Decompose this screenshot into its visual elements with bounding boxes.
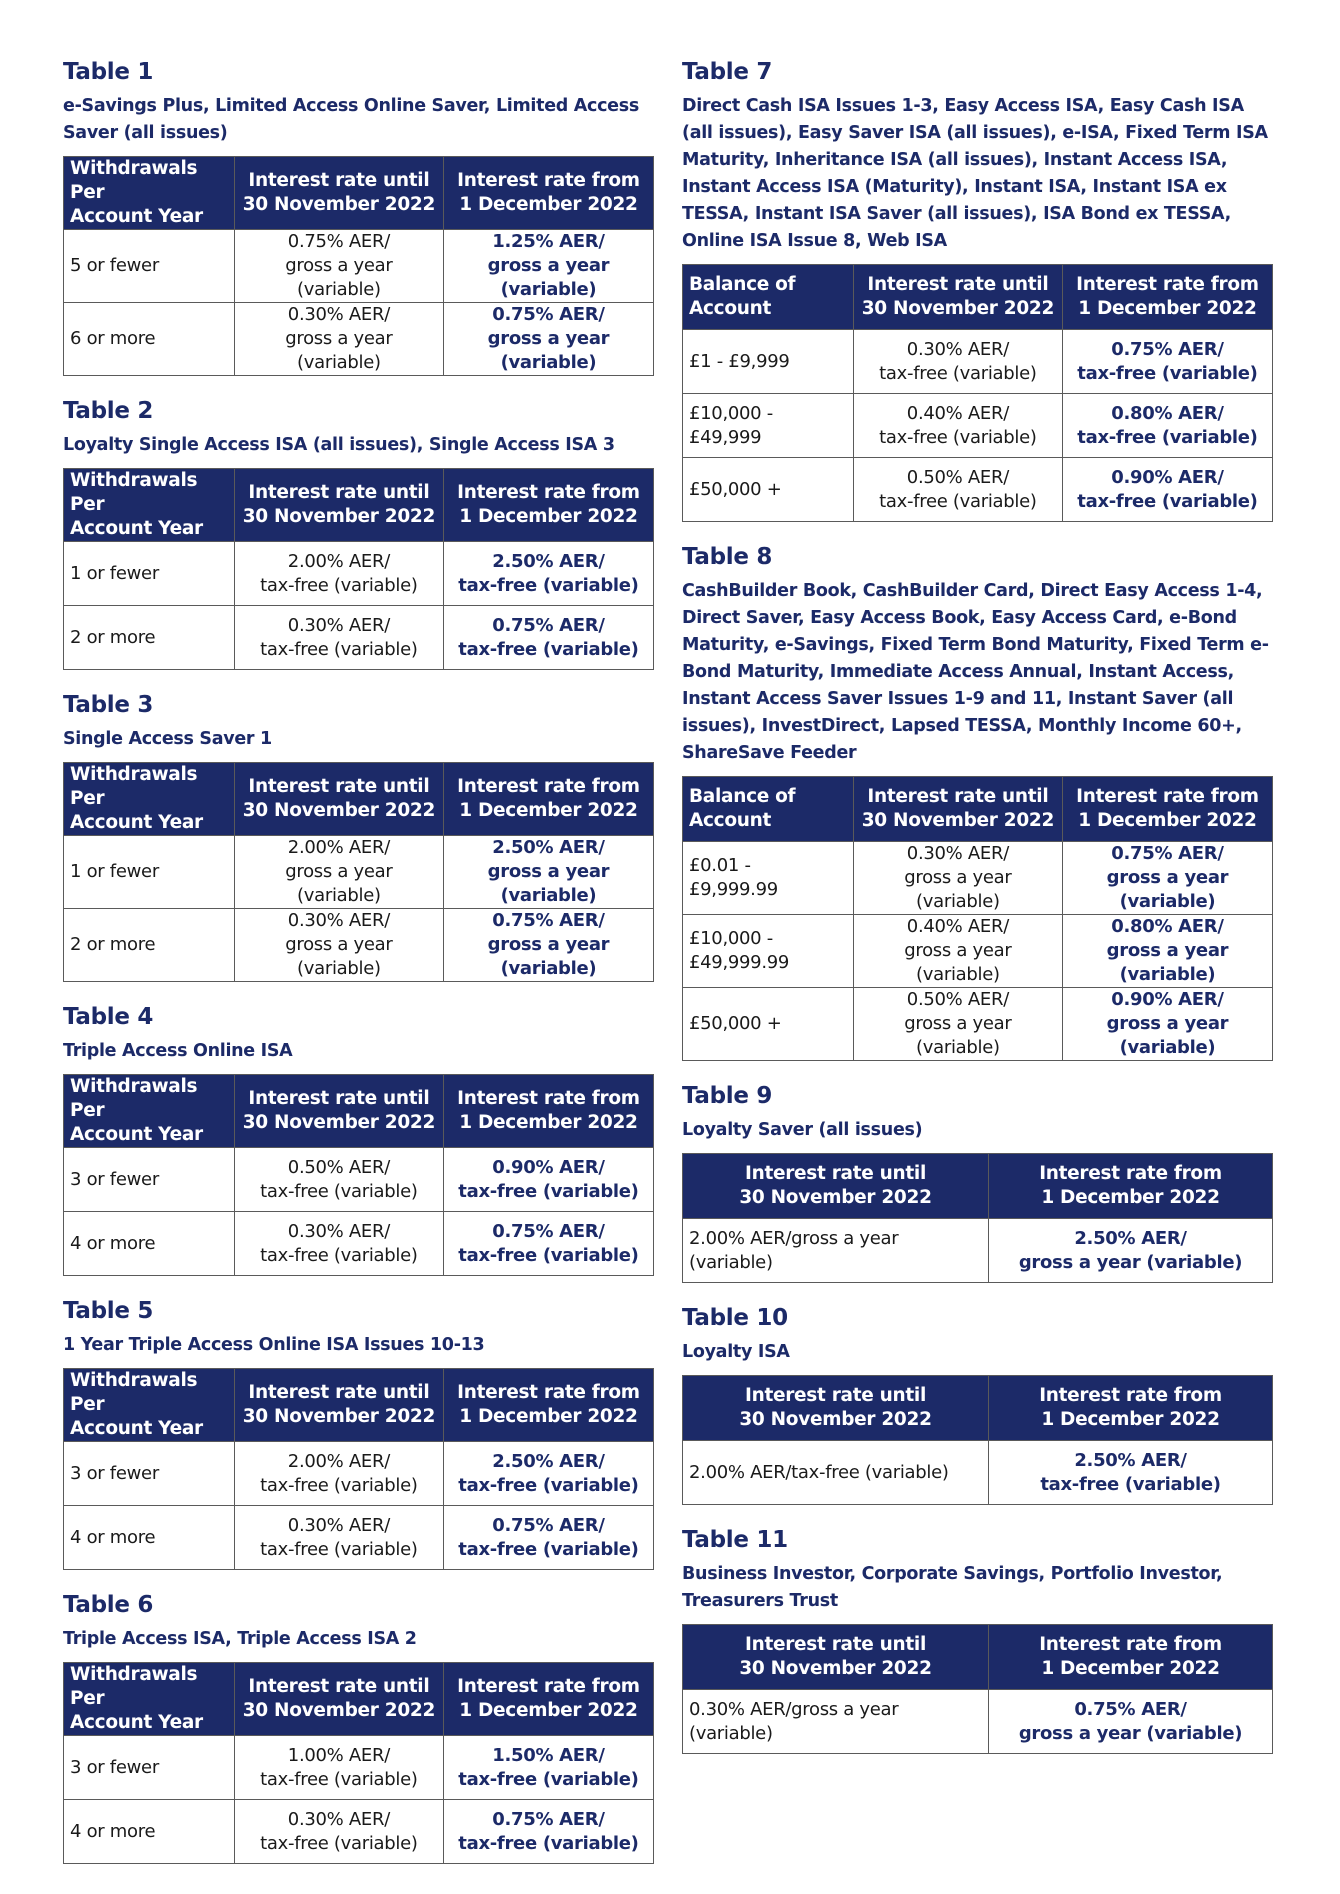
- table-row: [64, 230, 654, 303]
- table-row: [64, 1800, 654, 1864]
- row-label-cell: 6 or more: [64, 303, 235, 376]
- row-label-cell: 3 or fewer: [64, 1736, 235, 1800]
- rates-table: [682, 776, 1273, 1061]
- column-header: Balance of Account: [683, 265, 854, 330]
- column-header: Interest rate from 1 December 2022: [1062, 265, 1272, 330]
- column-header: Interest rate until 30 November 2022: [234, 1663, 443, 1736]
- column-header: Interest rate until 30 November 2022: [683, 1154, 989, 1219]
- column-header: Interest rate until 30 November 2022: [234, 1369, 443, 1442]
- column-header: Interest rate from 1 December 2022: [989, 1376, 1273, 1441]
- table-block: [63, 691, 654, 982]
- new-rate-cell: 0.75% AER/ gross a year (variable): [443, 909, 653, 982]
- table-row: [64, 303, 654, 376]
- current-rate-cell: 0.30% AER/ gross a year (variable): [234, 303, 443, 376]
- new-rate-cell: 0.75% AER/ tax-free (variable): [443, 1212, 653, 1276]
- rates-table: [682, 1375, 1273, 1505]
- table-title: Table 10: [682, 1305, 788, 1331]
- table-row: [683, 1690, 1273, 1754]
- table-block: [682, 543, 1273, 1061]
- new-rate-cell: 0.80% AER/ gross a year (variable): [1062, 915, 1272, 988]
- table-header-row: [64, 1075, 654, 1148]
- table-subtitle: Loyalty ISA: [682, 1342, 790, 1362]
- new-rate-cell: 0.75% AER/ tax-free (variable): [443, 606, 653, 670]
- table-subtitle: Direct Cash ISA Issues 1-3, Easy Access ISA, Easy Cash ISA (all issues), Easy Saver ISA (all issues), e-ISA, Fixed Term ISA Maturity, Inheritance ISA (all issues), Instant Access ISA, Instant Access ISA (Maturity), Instant ISA, Instant ISA ex TESSA, Instant ISA Saver (all issues), ISA Bond ex TESSA, Online ISA Issue 8, Web ISA: [682, 96, 1268, 251]
- new-rate-cell: 2.50% AER/ tax-free (variable): [989, 1441, 1273, 1505]
- table-subtitle: 1 Year Triple Access Online ISA Issues 10-13: [63, 1335, 485, 1355]
- table-row: [64, 542, 654, 606]
- table-row: [64, 1736, 654, 1800]
- current-rate-cell: 0.30% AER/ tax-free (variable): [234, 1506, 443, 1570]
- table-row: [64, 1212, 654, 1276]
- table-row: [683, 1441, 1273, 1505]
- column-header: Interest rate until 30 November 2022: [234, 763, 443, 836]
- new-rate-cell: 0.80% AER/ tax-free (variable): [1062, 394, 1272, 458]
- current-rate-cell: 0.50% AER/ tax-free (variable): [853, 458, 1062, 522]
- left-column: [63, 58, 654, 1864]
- column-header: Interest rate from 1 December 2022: [989, 1154, 1273, 1219]
- new-rate-cell: 1.25% AER/ gross a year (variable): [443, 230, 653, 303]
- table-subtitle: Business Investor, Corporate Savings, Portfolio Investor, Treasurers Trust: [682, 1564, 1223, 1611]
- table-row: [683, 915, 1273, 988]
- new-rate-cell: 0.75% AER/ gross a year (variable): [1062, 842, 1272, 915]
- table-title: Table 7: [682, 59, 773, 85]
- new-rate-cell: 2.50% AER/ gross a year (variable): [443, 836, 653, 909]
- rates-table: [682, 1153, 1273, 1283]
- table-subtitle: CashBuilder Book, CashBuilder Card, Direct Easy Access 1-4, Direct Saver, Easy Access Book, Easy Access Card, e-Bond Maturity, e-Savings, Fixed Term Bond Maturity, Fixed Term e-Bond Maturity, Immediate Access Annual, Instant Access, Instant Access Saver Issues 1-9 and 11, Instant Saver (all issues), InvestDirect, Lapsed TESSA, Monthly Income 60+, ShareSave Feeder: [682, 581, 1269, 763]
- current-rate-cell: 0.50% AER/ gross a year (variable): [853, 988, 1062, 1061]
- row-label-cell: 1 or fewer: [64, 542, 235, 606]
- table-title: Table 1: [63, 59, 154, 85]
- table-header-row: [64, 763, 654, 836]
- current-rate-cell: 0.30% AER/ tax-free (variable): [853, 330, 1062, 394]
- table-block: [63, 1003, 654, 1276]
- rates-table: [63, 762, 654, 982]
- table-row: [64, 1442, 654, 1506]
- table-subtitle: Triple Access Online ISA: [63, 1041, 293, 1061]
- new-rate-cell: 0.75% AER/ tax-free (variable): [443, 1506, 653, 1570]
- table-header-row: [64, 1663, 654, 1736]
- column-header: Interest rate from 1 December 2022: [1062, 777, 1272, 842]
- row-label-cell: £10,000 - £49,999.99: [683, 915, 854, 988]
- table-row: [683, 842, 1273, 915]
- row-label-cell: 5 or fewer: [64, 230, 235, 303]
- column-header: Interest rate from 1 December 2022: [989, 1625, 1273, 1690]
- current-rate-cell: 2.00% AER/ tax-free (variable): [234, 1442, 443, 1506]
- new-rate-cell: 2.50% AER/ gross a year (variable): [989, 1219, 1273, 1283]
- rates-table: [63, 1074, 654, 1276]
- table-subtitle: Single Access Saver 1: [63, 729, 272, 749]
- new-rate-cell: 2.50% AER/ tax-free (variable): [443, 1442, 653, 1506]
- row-label-cell: 4 or more: [64, 1212, 235, 1276]
- table-row: [683, 988, 1273, 1061]
- table-row: [683, 1219, 1273, 1283]
- table-row: [64, 1506, 654, 1570]
- column-header: Withdrawals Per Account Year: [64, 1663, 235, 1736]
- row-label-cell: 4 or more: [64, 1506, 235, 1570]
- current-rate-cell: 0.30% AER/ tax-free (variable): [234, 1212, 443, 1276]
- rates-table: [63, 1368, 654, 1570]
- current-rate-cell: 2.00% AER/ gross a year (variable): [234, 836, 443, 909]
- column-header: Interest rate from 1 December 2022: [443, 157, 653, 230]
- table-title: Table 11: [682, 1527, 788, 1553]
- column-header: Interest rate from 1 December 2022: [443, 1663, 653, 1736]
- new-rate-cell: 0.75% AER/ gross a year (variable): [989, 1690, 1273, 1754]
- column-header: Withdrawals Per Account Year: [64, 1369, 235, 1442]
- table-title: Table 8: [682, 544, 773, 570]
- current-rate-cell: 0.30% AER/ tax-free (variable): [234, 1800, 443, 1864]
- column-header: Withdrawals Per Account Year: [64, 157, 235, 230]
- table-block: [682, 1526, 1273, 1754]
- table-title: Table 5: [63, 1298, 154, 1324]
- rates-table: [682, 1624, 1273, 1754]
- column-header: Balance of Account: [683, 777, 854, 842]
- row-label-cell: 3 or fewer: [64, 1148, 235, 1212]
- table-block: [63, 58, 654, 376]
- current-rate-cell: 0.30% AER/ gross a year (variable): [853, 842, 1062, 915]
- table-header-row: [64, 157, 654, 230]
- current-rate-cell: 0.30% AER/ tax-free (variable): [234, 606, 443, 670]
- table-row: [64, 909, 654, 982]
- table-block: [63, 397, 654, 670]
- column-header: Interest rate from 1 December 2022: [443, 763, 653, 836]
- table-row: [683, 394, 1273, 458]
- new-rate-cell: 0.75% AER/ tax-free (variable): [443, 1800, 653, 1864]
- table-row: [64, 836, 654, 909]
- row-label-cell: £50,000 +: [683, 988, 854, 1061]
- table-row: [683, 458, 1273, 522]
- table-title: Table 4: [63, 1004, 154, 1030]
- current-rate-cell: 0.30% AER/ gross a year (variable): [234, 909, 443, 982]
- table-header-row: [64, 1369, 654, 1442]
- column-header: Interest rate until 30 November 2022: [234, 157, 443, 230]
- new-rate-cell: 0.90% AER/ tax-free (variable): [443, 1148, 653, 1212]
- new-rate-cell: 0.90% AER/ tax-free (variable): [1062, 458, 1272, 522]
- rates-table: [63, 156, 654, 376]
- row-label-cell: £0.01 - £9,999.99: [683, 842, 854, 915]
- table-block: [682, 1082, 1273, 1283]
- table-row: [64, 606, 654, 670]
- row-label-cell: 1 or fewer: [64, 836, 235, 909]
- rates-table: [63, 1662, 654, 1864]
- column-header: Interest rate from 1 December 2022: [443, 1075, 653, 1148]
- column-header: Interest rate until 30 November 2022: [234, 469, 443, 542]
- column-header: Withdrawals Per Account Year: [64, 763, 235, 836]
- current-rate-cell: 2.00% AER/ tax-free (variable): [234, 542, 443, 606]
- current-rate-cell: 0.75% AER/ gross a year (variable): [234, 230, 443, 303]
- column-header: Withdrawals Per Account Year: [64, 469, 235, 542]
- table-subtitle: Loyalty Saver (all issues): [682, 1120, 923, 1140]
- table-header-row: [683, 1154, 1273, 1219]
- current-rate-cell: 0.50% AER/ tax-free (variable): [234, 1148, 443, 1212]
- table-block: [682, 1304, 1273, 1505]
- column-header: Interest rate until 30 November 2022: [683, 1625, 989, 1690]
- rates-table: [682, 264, 1273, 522]
- table-block: [63, 1297, 654, 1570]
- column-header: Interest rate until 30 November 2022: [853, 265, 1062, 330]
- table-header-row: [683, 777, 1273, 842]
- table-title: Table 3: [63, 692, 154, 718]
- table-row: [64, 1148, 654, 1212]
- column-header: Interest rate until 30 November 2022: [234, 1075, 443, 1148]
- table-subtitle: Loyalty Single Access ISA (all issues), Single Access ISA 3: [63, 435, 615, 455]
- row-label-cell: 3 or fewer: [64, 1442, 235, 1506]
- row-label-cell: 2 or more: [64, 606, 235, 670]
- current-rate-cell: 0.40% AER/ gross a year (variable): [853, 915, 1062, 988]
- column-header: Interest rate from 1 December 2022: [443, 1369, 653, 1442]
- table-title: Table 2: [63, 398, 154, 424]
- table-row: [683, 330, 1273, 394]
- row-label-cell: £10,000 - £49,999: [683, 394, 854, 458]
- table-title: Table 6: [63, 1592, 154, 1618]
- column-header: Withdrawals Per Account Year: [64, 1075, 235, 1148]
- table-subtitle: e-Savings Plus, Limited Access Online Saver, Limited Access Saver (all issues): [63, 96, 639, 143]
- new-rate-cell: 2.50% AER/ tax-free (variable): [443, 542, 653, 606]
- new-rate-cell: 0.90% AER/ gross a year (variable): [1062, 988, 1272, 1061]
- row-label-cell: £50,000 +: [683, 458, 854, 522]
- table-header-row: [683, 1376, 1273, 1441]
- table-header-row: [64, 469, 654, 542]
- table-block: [682, 58, 1273, 522]
- table-block: [63, 1591, 654, 1864]
- column-header: Interest rate until 30 November 2022: [683, 1376, 989, 1441]
- current-rate-cell: 1.00% AER/ tax-free (variable): [234, 1736, 443, 1800]
- row-label-cell: 2 or more: [64, 909, 235, 982]
- table-header-row: [683, 1625, 1273, 1690]
- table-subtitle: Triple Access ISA, Triple Access ISA 2: [63, 1629, 417, 1649]
- current-rate-cell: 0.40% AER/ tax-free (variable): [853, 394, 1062, 458]
- table-header-row: [683, 265, 1273, 330]
- row-label-cell: £1 - £9,999: [683, 330, 854, 394]
- current-rate-cell: 2.00% AER/tax-free (variable): [683, 1441, 989, 1505]
- current-rate-cell: 2.00% AER/gross a year (variable): [683, 1219, 989, 1283]
- column-header: Interest rate from 1 December 2022: [443, 469, 653, 542]
- table-title: Table 9: [682, 1083, 773, 1109]
- row-label-cell: 4 or more: [64, 1800, 235, 1864]
- new-rate-cell: 1.50% AER/ tax-free (variable): [443, 1736, 653, 1800]
- current-rate-cell: 0.30% AER/gross a year (variable): [683, 1690, 989, 1754]
- column-header: Interest rate until 30 November 2022: [853, 777, 1062, 842]
- new-rate-cell: 0.75% AER/ gross a year (variable): [443, 303, 653, 376]
- rates-table: [63, 468, 654, 670]
- right-column: [682, 58, 1273, 1754]
- new-rate-cell: 0.75% AER/ tax-free (variable): [1062, 330, 1272, 394]
